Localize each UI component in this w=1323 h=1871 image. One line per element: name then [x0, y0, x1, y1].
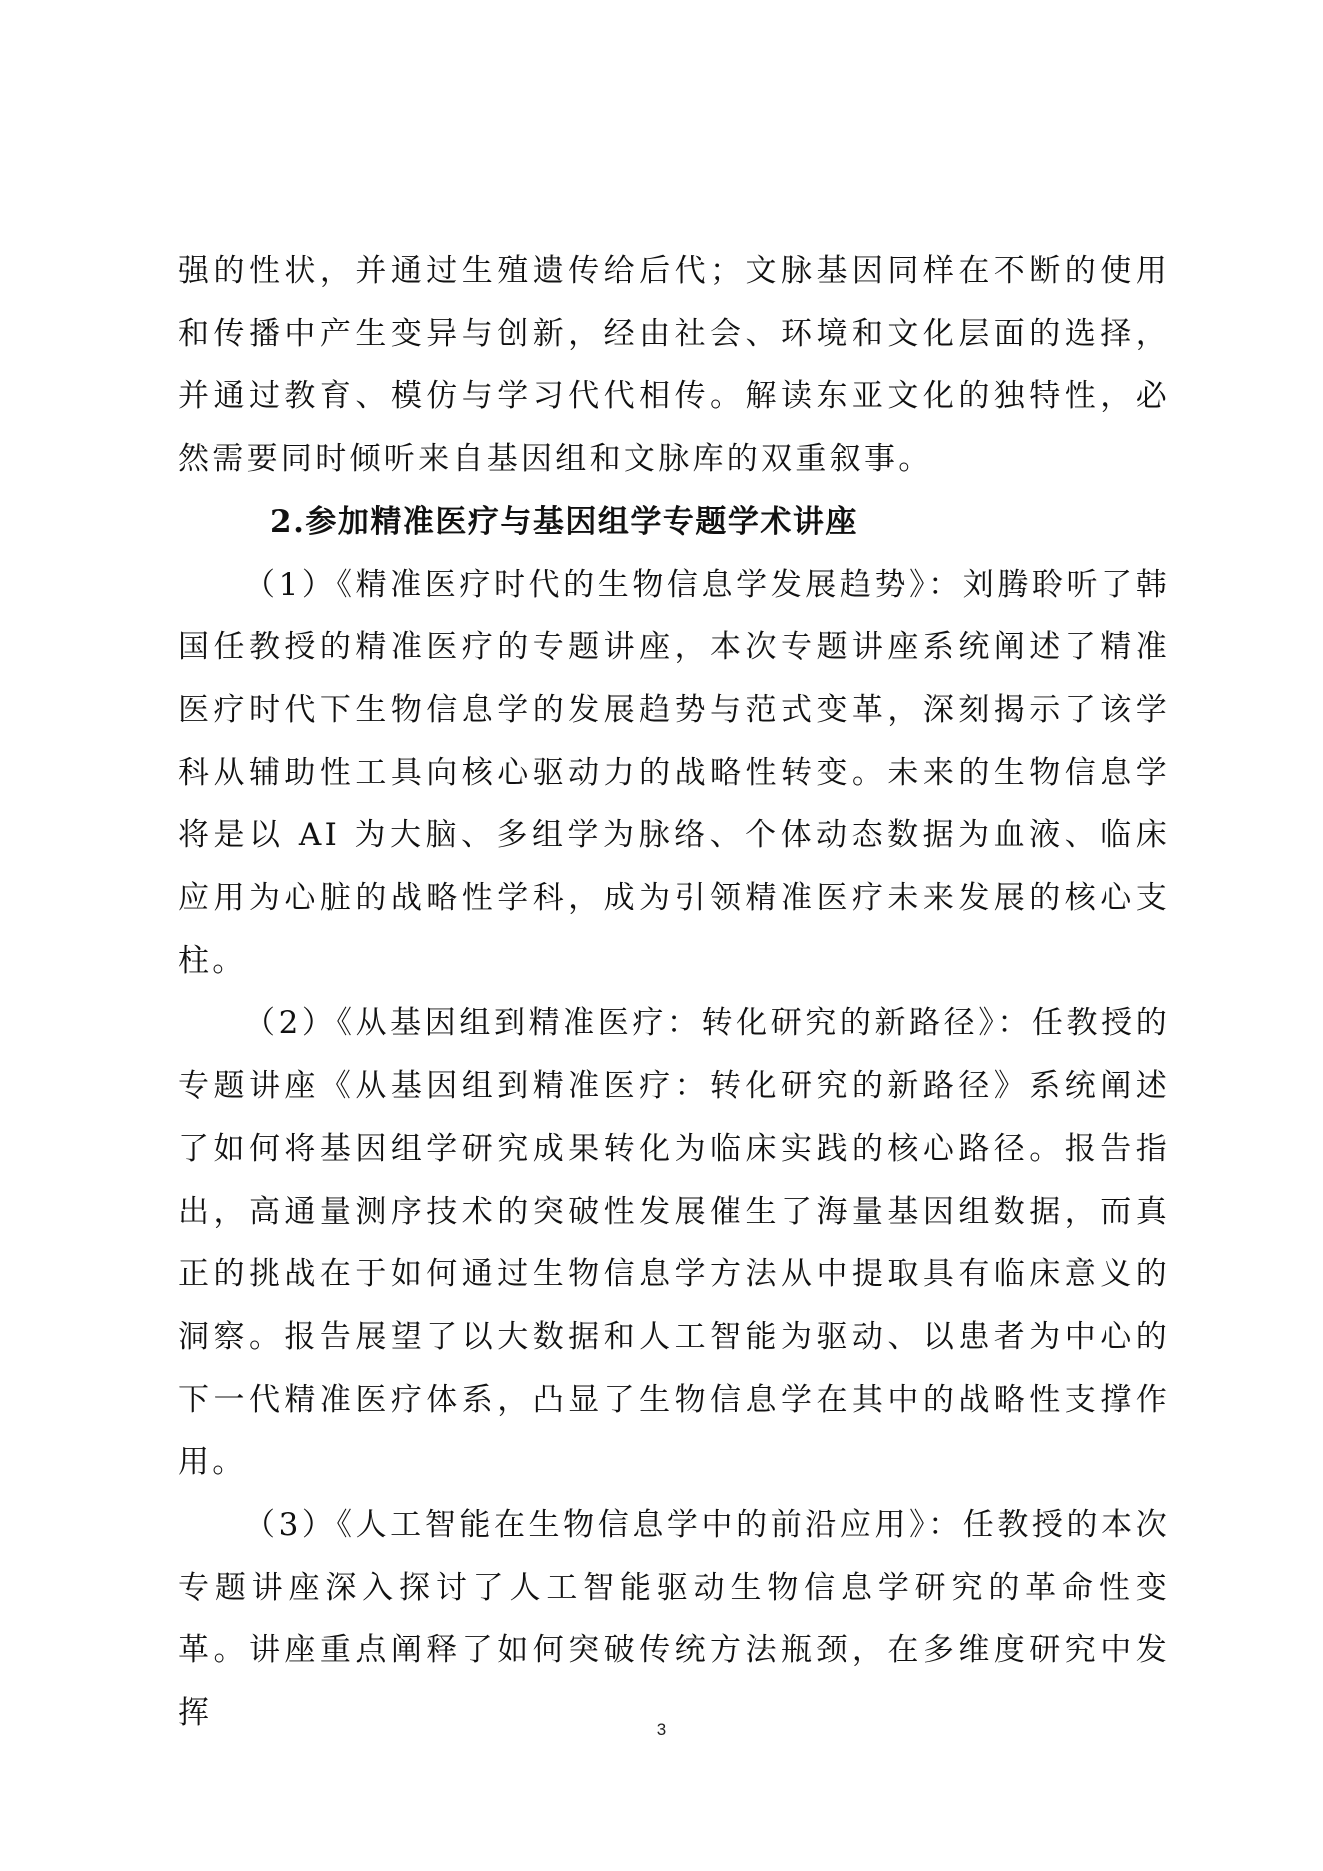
paragraph-lecture-3: （3）《人工智能在生物信息学中的前沿应用》：任教授的本次专题讲座深入探讨了人工智能驱动生物信息学研究的革命性变革。讲座重点阐释了如何突破传统方法瓶颈，在多维度研究中发挥 [178, 1507, 1170, 1732]
section-heading: 2.参加精准医疗与基因组学专题学术讲座 [270, 503, 858, 540]
page-number: 3 [656, 1720, 667, 1739]
paragraph-lecture-2: （2）《从基因组到精准医疗：转化研究的新路径》：任教授的专题讲座《从基因组到精准医疗：转化研究的新路径》系统阐述了如何将基因组学研究成果转化为临床实践的核心路径。报告指出，高通量测序技术的突破性发展催生了海量基因组数据，而真正的挑战在于如何通过生物信息学方法从中提取具有临床意义的洞察。报告展望了以大数据和人工智能为驱动、以患者为中心的下一代精准医疗体系，凸显了生物信息学在其中的战略性支撑作用。 [178, 1005, 1170, 1481]
document-body [178, 240, 1170, 1745]
paragraph-continued: 强的性状，并通过生殖遗传给后代；文脉基因同样在不断的使用和传播中产生变异与创新，经由社会、环境和文化层面的选择，并通过教育、模仿与学习代代相传。解读东亚文化的独特性，必然需要同时倾听来自基因组和文脉库的双重叙事。 [178, 253, 1170, 478]
paragraph-lecture-1: （1）《精准医疗时代的生物信息学发展趋势》：刘腾聆听了韩国任教授的精准医疗的专题讲座，本次专题讲座系统阐述了精准医疗时代下生物信息学的发展趋势与范式变革，深刻揭示了该学科从辅助性工具向核心驱动力的战略性转变。未来的生物信息学将是以 AI 为大脑、多组学为脉络、个体动态数据为血液、临床应用为心脏的战略性学科，成为引领精准医疗未来发展的核心支柱。 [178, 566, 1170, 979]
